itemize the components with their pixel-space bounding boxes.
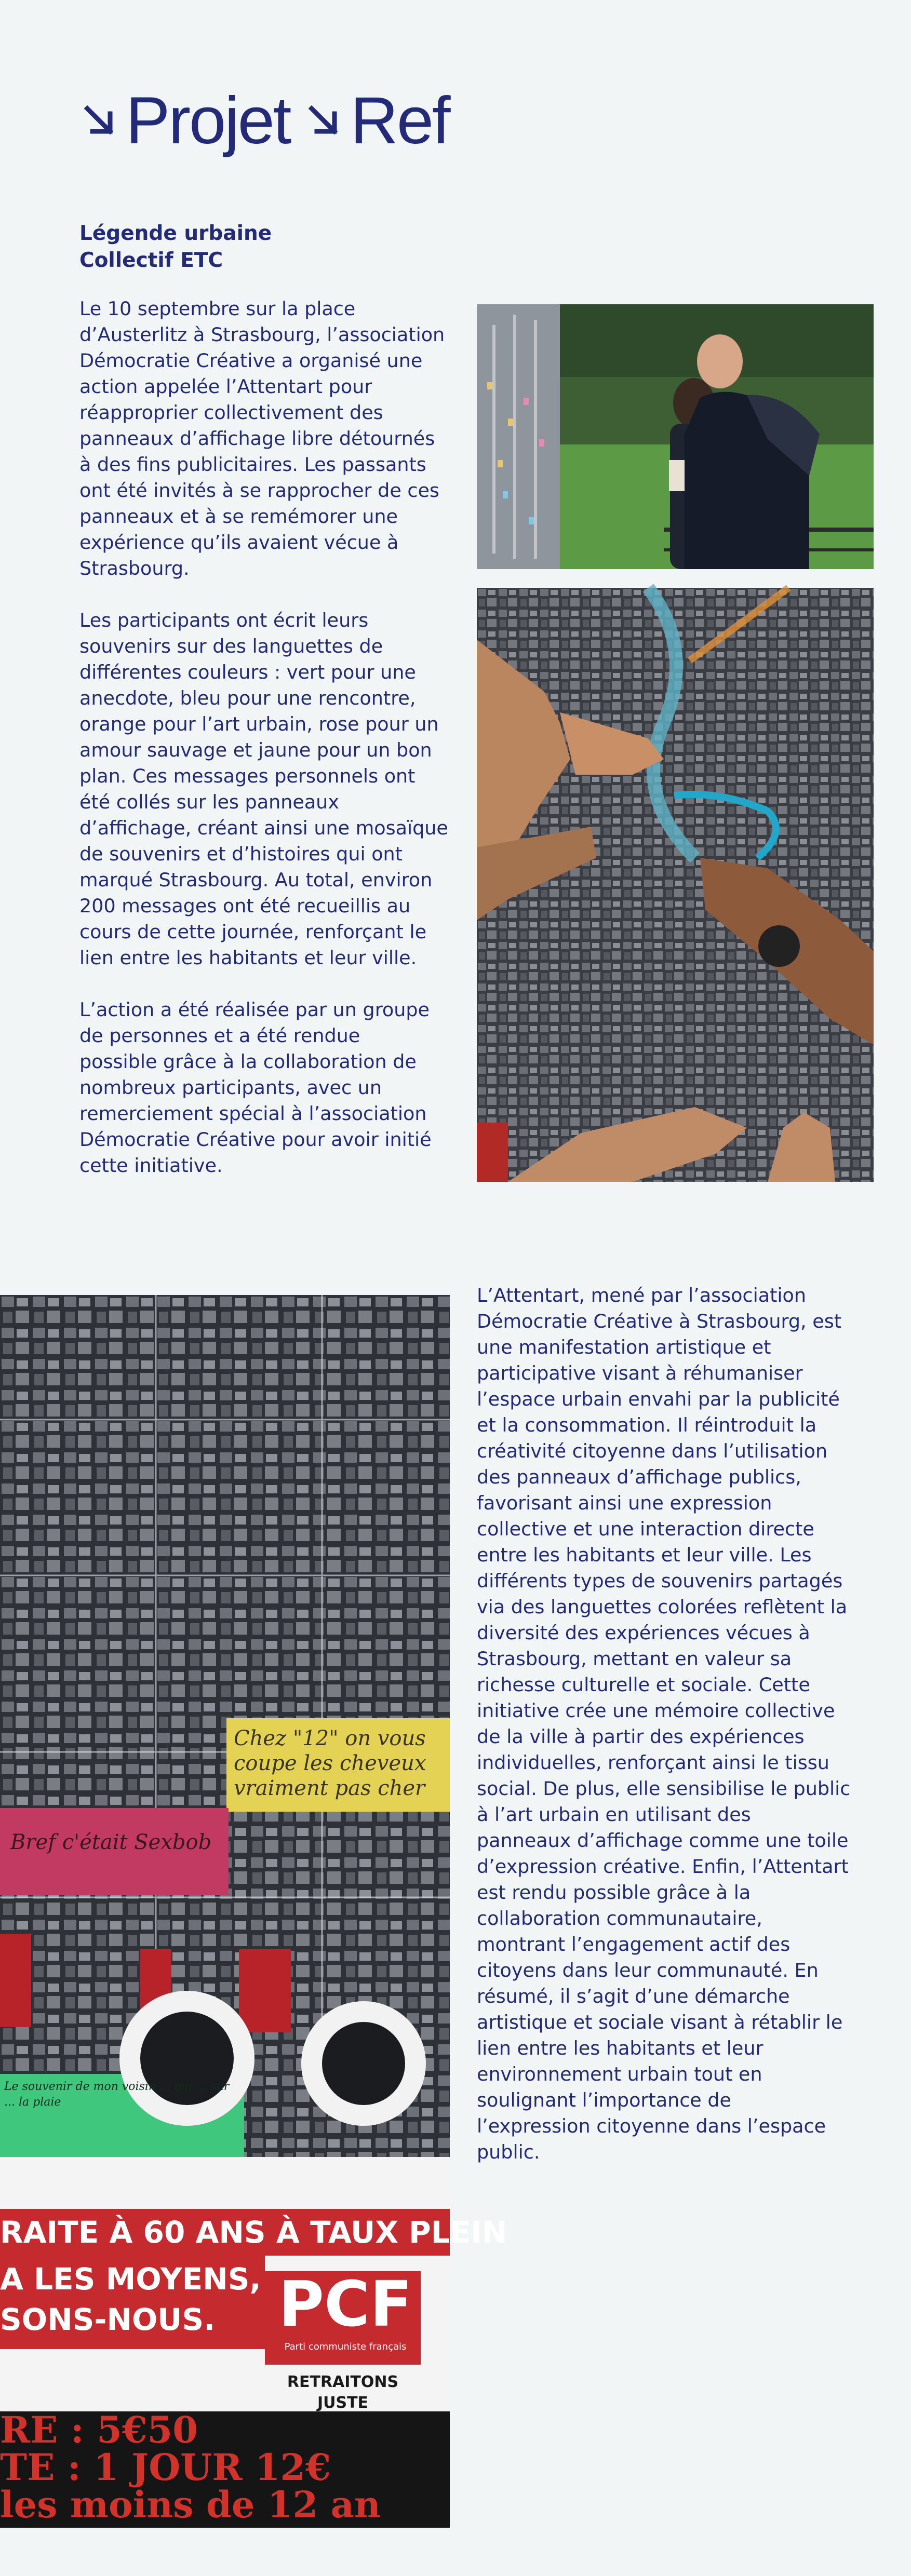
pcf-slogan: RETRAITONS JUSTE	[287, 2373, 399, 2412]
photo-hands-on-map	[477, 588, 874, 1182]
paragraph-thanks: L’action a été réalisée par un groupe de personnes et a été rendue possible grâce à la collaboration de nombreux participants, avec un remerciement spécial à l’association Démocratie Créative pour avoir initié cette initiative.	[79, 999, 432, 1177]
brand-word-projet: Projet	[126, 84, 290, 158]
sticky-note-pink: Bref c'était Sexbob	[10, 1830, 212, 1854]
pcf-subtitle: Parti communiste français	[284, 2341, 407, 2352]
arrow-down-right-icon	[307, 104, 341, 138]
brand-logo	[83, 84, 467, 158]
paragraph-summary: L’Attentart, mené par l’association Démocratie Créative à Strasbourg, est une manifestation artistique et participative visant à réhumaniser l’espace urbain envahi par la publicité et la consommation. Il réintroduit la créativité citoyenne dans l’utilisation des panneaux d’affichage publics, favorisant ainsi une expression collective et une interaction directe entre les habitants et leur ville. Les différents types de souvenirs partagés via des languettes colorées reflètent la diversité des expériences vécues à Strasbourg, mettant en valeur sa richesse culturelle et sociale. Cette initiative crée une mémoire collective de la ville à partir des expériences individuelles, renforçant ainsi le tissu social. De plus, elle sensibilise le public à l’art urbain en utilisant des panneaux d’affichage comme une toile d’expression créative. Enfin, l’Attentart est rendu possible grâce à la collaboration communautaire, montrant l’engagement actif des citoyens dans leur communauté. En résumé, il s’agit d’une démarche artistique et sociale visant à rétablir le lien entre les habitants et leur environnement urbain tout en soulignant l’importance de l’expression citoyenne dans l’espace public.	[477, 1284, 851, 2163]
price-line-3: les moins de 12 an	[0, 2483, 381, 2526]
photo-posters-and-notes	[0, 1295, 507, 2528]
arrow-down-right-icon	[83, 104, 116, 138]
price-line-2: TE : 1 JOUR 12€	[0, 2446, 331, 2489]
paragraph-intro: Le 10 septembre sur la place d’Austerlitz à Strasbourg, l’association Démocratie Créative a organisé une action appelée l’Attentart pour réapproprier collectivement des panneaux d’affichage libre détournés à des fins publicitaires. Les passants ont été invités à se rapprocher de ces panneaux et à se remémorer une expérience qu’ils avaient vécue à Strasbourg.	[79, 298, 445, 579]
heading-author: Collectif ETC	[79, 249, 223, 272]
pcf-logo: PCF	[278, 2269, 412, 2341]
poster-line-2: A LES MOYENS,	[0, 2261, 261, 2297]
heading-title: Légende urbaine	[79, 222, 272, 245]
sticky-note-yellow: Chez "12" on vous coupe les cheveux vraiment pas cher	[234, 1727, 426, 1800]
price-line-1: RE : 5€50	[0, 2408, 198, 2451]
poster-line-1: RAITE À 60 ANS À TAUX PLEIN	[0, 2215, 507, 2250]
photo-participants-at-board	[477, 304, 874, 569]
poster-line-3: SONS-NOUS.	[0, 2302, 216, 2337]
brand-word-ref: Ref	[350, 84, 449, 158]
article-heading	[79, 220, 272, 274]
paragraph-participants: Les participants ont écrit leurs souvenirs sur des languettes de différentes couleurs : vert pour une anecdote, bleu pour une rencontre, orange pour l’art urbain, rose pour un amour sauvage et jaune pour un bon plan. Ces messages personnels ont été collés sur les panneaux d’affichage, créant ainsi une mosaïque de souvenirs et d’histoires qui ont marqué Strasbourg. Au total, environ 200 messages ont été recueillis au cours de cette journée, renforçant le lien entre les habitants et leur ville.	[79, 609, 448, 969]
sticky-note-green: Le souvenir de mon voisin ... qui ... sur ... la plaie	[4, 2080, 230, 2109]
